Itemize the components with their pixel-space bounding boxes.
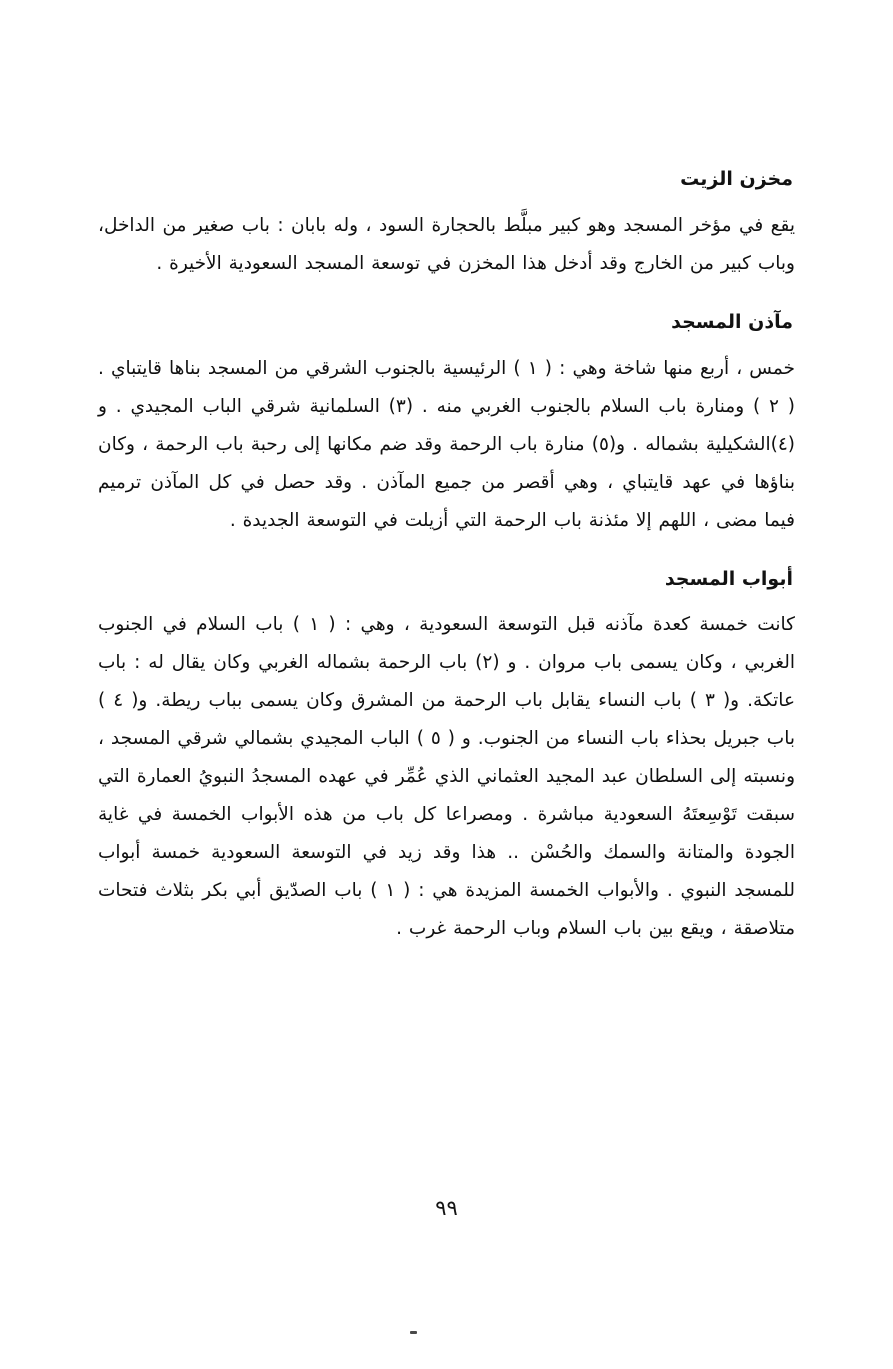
spacer	[98, 191, 795, 207]
section-heading-minarets: مآذن المسجد	[671, 310, 793, 333]
section-heading-oil-store: مخزن الزيت	[680, 168, 793, 190]
page-content	[98, 168, 795, 948]
section-paragraph-doors: كانت خمسة كعدة مآذنه قبل التوسعة السعودية ، وهي : ( ١ ) باب السلام في الجنوب الغربي ، وكان يسمى باب مروان . و (٢) باب الرحمة بشماله الغربي وكان يقال له : باب عاتكة. و( ٣ ) باب النساء يقابل باب الرحمة من المشرق وكان يسمى بباب ريطة. و( ٤ ) باب جبريل بحذاء باب النساء من الجنوب. و ( ٥ ) الباب المجيدي بشمالي شرقي المسجد ، ونسبته إلى السلطان عبد المجيد العثماني الذي عُمِّر في عهده المسجدُ النبويُ العمارة التي سبقت تَوْسِعتَهُ السعودية مباشرة . ومصراعا كل باب من هذه الأبواب الخمسة في غاية الجودة والمتانة والسمك والحُسْن .. هذا وقد زيد في التوسعة السعودية خمسة أبواب للمسجد النبوي . والأبواب الخمسة المزيدة هي : ( ١ ) باب الصدّيق أبي بكر بثلاث فتحات متلاصقة ، ويقع بين باب السلام وباب الرحمة غرب .	[98, 614, 795, 940]
section-paragraph-oil-store: يقع في مؤخر المسجد وهو كبير مبلَّط بالحجارة السود ، وله بابان : باب صغير من الداخل، وباب كبير من الخارج وقد أدخل هذا المخزن في توسعة المسجد السعودية الأخيرة .	[98, 214, 795, 274]
scan-artifact-speck	[410, 1331, 417, 1334]
spacer	[98, 590, 795, 606]
spacer	[98, 334, 795, 350]
section-paragraph-minarets: خمس ، أربع منها شاخة وهي : ( ١ ) الرئيسية بالجنوب الشرقي من المسجد بناها قايتباي . ( ٢ ) ومنارة باب السلام بالجنوب الغربي منه . (٣) السلمانية شرقي الباب المجيدي . و (٤)الشكيلية بشماله . و(٥) منارة باب الرحمة وقد ضم مكانها إلى رحبة باب الرحمة ، وكان بناؤها في عهد قايتباي ، وهي أقصر من جميع المآذن . وقد حصل في كل المآذن ترميم فيما مضى ، اللهم إلا مئذنة باب الرحمة التي أزيلت في التوسعة الجديدة .	[98, 357, 795, 531]
spacer	[98, 283, 795, 311]
section-heading-doors: أبواب المسجد	[664, 567, 793, 590]
page-number: ٩٩	[435, 1196, 458, 1220]
spacer	[98, 540, 795, 568]
